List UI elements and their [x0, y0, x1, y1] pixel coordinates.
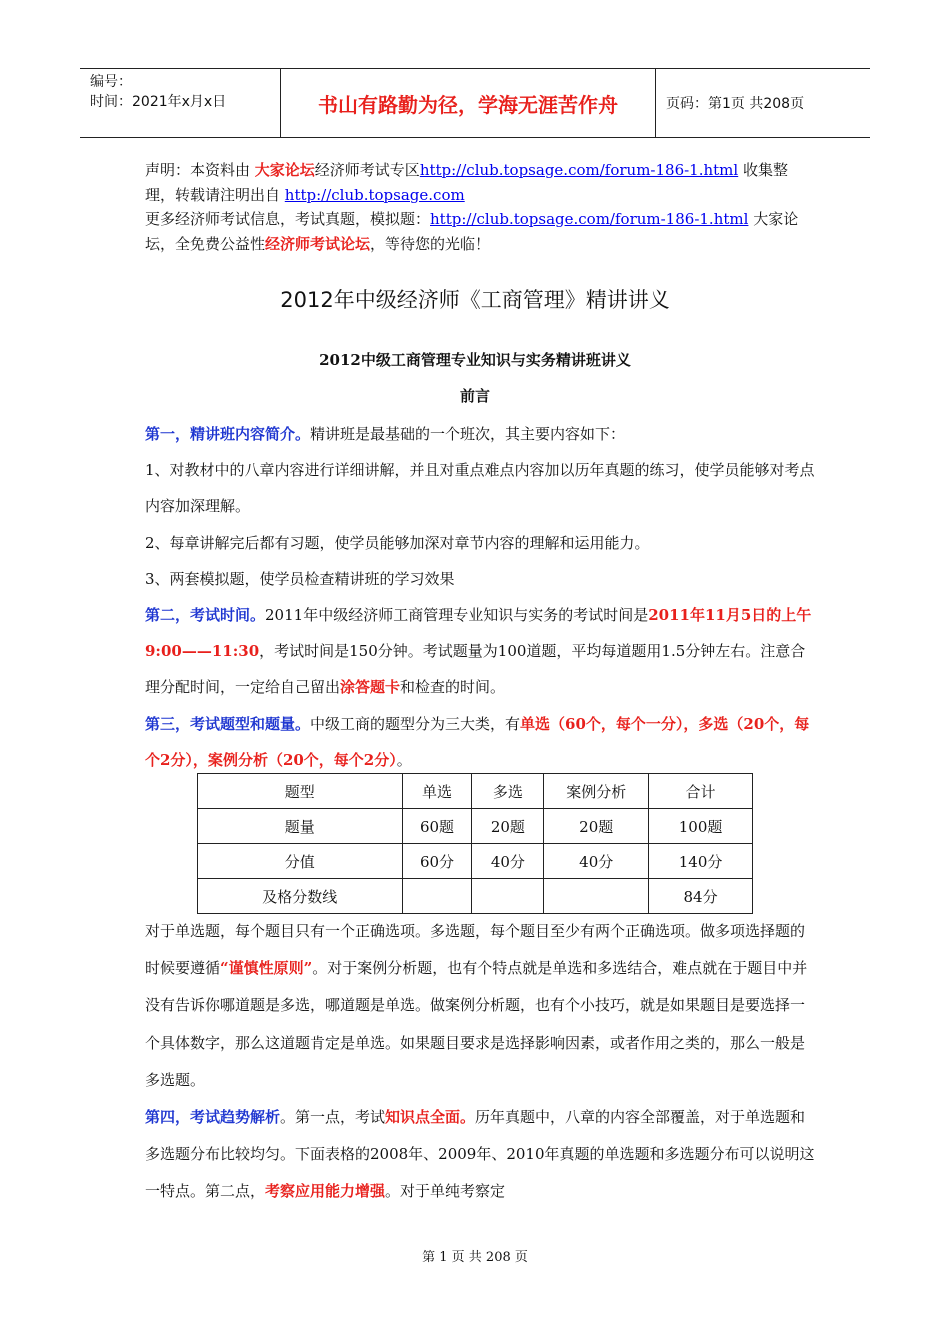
table-cell: 140分 — [649, 844, 753, 879]
header-bar — [80, 68, 870, 138]
decl-text: ，等待您的光临！ — [370, 234, 491, 253]
table-header-cell: 单选 — [402, 774, 472, 809]
header-motto: 书山有路勤为径，学海无涯苦作舟 — [281, 69, 656, 137]
application-ability: 考察应用能力增强 — [265, 1182, 386, 1201]
number-label: 编号： — [90, 74, 132, 90]
after-table-paragraph — [145, 913, 815, 1099]
exam-time: 2011年11月5日的上午9:00——11:30 — [145, 606, 812, 661]
question-types: 单选（60个，每个一分），多选（20个，每个2分），案例分析（20个，每个2分） — [145, 714, 810, 769]
table-row — [198, 879, 753, 914]
preface-heading: 前言 — [459, 387, 490, 405]
table-cell: 100题 — [649, 809, 753, 844]
table-cell — [544, 879, 649, 914]
sec2-text: ，考试时间是150分钟。考试题量为100道题，平均每道题用1.5分钟左右。注意合理分配时间，一定给自己留出 — [145, 642, 806, 697]
document-title: 2012年中级经济师《工商管理》精讲讲义 — [280, 288, 670, 312]
knowledge-coverage: 知识点全面。 — [385, 1108, 476, 1127]
site-link[interactable]: http://club.topsage.com — [284, 185, 465, 204]
table-cell: 题量 — [198, 809, 403, 844]
sec1-item-3: 3、两套模拟题，使学员检查精讲班的学习效果 — [145, 569, 455, 588]
sec4-paragraph — [145, 1099, 815, 1211]
table-row — [198, 844, 753, 879]
decl-text: 声明：本资料由 — [145, 161, 255, 179]
header-page-info: 页码：第1页 共208页 — [666, 96, 805, 112]
table-cell: 20题 — [544, 809, 649, 844]
sec4-text: 。第一点，考试 — [280, 1108, 386, 1127]
table-cell: 84分 — [649, 879, 753, 914]
declaration — [145, 158, 815, 256]
table-cell — [402, 879, 472, 914]
sec1-item-1: 1、对教材中的八章内容进行详细讲解，并且对重点难点内容加以历年真题的练习，使学员能够对考点内容加深理解。 — [145, 461, 815, 516]
page-footer: 第 1 页 共 208 页 — [422, 1250, 528, 1265]
document-subtitle: 2012中级工商管理专业知识与实务精讲班讲义 — [319, 351, 631, 369]
table-cell: 40分 — [472, 844, 544, 879]
sec2-text: 和检查的时间。 — [400, 678, 506, 697]
sec3-end: 。 — [396, 750, 412, 769]
sec2-heading: 第二，考试时间。 — [145, 606, 266, 625]
body-section-1 — [145, 416, 815, 778]
forum-link-2[interactable]: http://club.topsage.com/forum-186-1.html — [430, 210, 749, 228]
table-cell: 60分 — [402, 844, 472, 879]
table-header-cell: 题型 — [198, 774, 403, 809]
decl-text: 更多经济师考试信息，考试真题，模拟题： — [145, 210, 431, 228]
decl-text: 经济师考试专区 — [314, 161, 420, 179]
sec3-heading: 第三，考试题型和题量。 — [145, 714, 311, 733]
sec4-heading: 第四，考试趋势解析 — [145, 1108, 281, 1127]
table-cell: 40分 — [544, 844, 649, 879]
table-cell: 60题 — [402, 809, 472, 844]
prudence-principle: “谨慎性原则” — [220, 959, 313, 978]
table-header-cell: 多选 — [472, 774, 544, 809]
sec1-item-2: 2、每章讲解完后都有习题，使学员能够加深对章节内容的理解和运用能力。 — [145, 533, 650, 552]
sec2-paragraph — [145, 597, 815, 706]
table-cell — [472, 879, 544, 914]
after-table-text: 对于单选题，每个题目只有一个正确选项。多选题，每个题目至少有两个正确选项。做多项选择题的时候要遵循 — [145, 922, 806, 978]
body-section-2 — [145, 913, 815, 1211]
decl-text: 大家论坛，全免费公益性 — [145, 210, 799, 253]
forum-red-label: 经济师考试论坛 — [265, 234, 371, 253]
header-meta — [80, 69, 281, 137]
answer-card-label: 涂答题卡 — [340, 678, 401, 697]
table-header-row — [198, 774, 753, 809]
forum-name: 大家论坛 — [254, 161, 315, 179]
decl-text: 收集整理，转载请注明出自 — [145, 161, 788, 204]
sec2-text: 2011年中级经济师工商管理专业知识与实务的考试时间是 — [265, 606, 649, 625]
sec1-text: 精讲班是最基础的一个班次，其主要内容如下： — [310, 425, 626, 443]
table-header-cell: 案例分析 — [544, 774, 649, 809]
sec4-text: 历年真题中，八章的内容全部覆盖，对于单选题和多选题分布比较均匀。下面表格的2008年、2009年、2010年真题的单选题和多选题分布可以说明这一特点。第二点， — [145, 1108, 815, 1201]
sec3-text: 中级工商的题型分为三大类，有 — [310, 714, 521, 733]
table-row — [198, 809, 753, 844]
sec1-paragraph — [145, 416, 815, 452]
table-header-cell: 合计 — [649, 774, 753, 809]
table-cell: 及格分数线 — [198, 879, 403, 914]
table-cell: 20题 — [472, 809, 544, 844]
time-label: 时间：2021年x月x日 — [90, 94, 227, 110]
score-table — [197, 773, 753, 914]
sec4-text: 。对于单纯考察定 — [385, 1182, 506, 1201]
sec3-paragraph — [145, 706, 815, 778]
after-table-text: 。对于案例分析题，也有个特点就是单选和多选结合，难点就在于题目中并没有告诉你哪道题是多选，哪道题是单选。做案例分析题，也有个小技巧，就是如果题目是要选择一个具体数字，那么这道题肯定是单选。如果题目要求是选择影响因素，或者作用之类的，那么一般是多选题。 — [145, 959, 808, 1089]
forum-link[interactable]: http://club.topsage.com/forum-186-1.html — [419, 161, 739, 179]
table-cell: 分值 — [198, 844, 403, 879]
sec1-heading: 第一，精讲班内容简介。 — [145, 425, 311, 443]
